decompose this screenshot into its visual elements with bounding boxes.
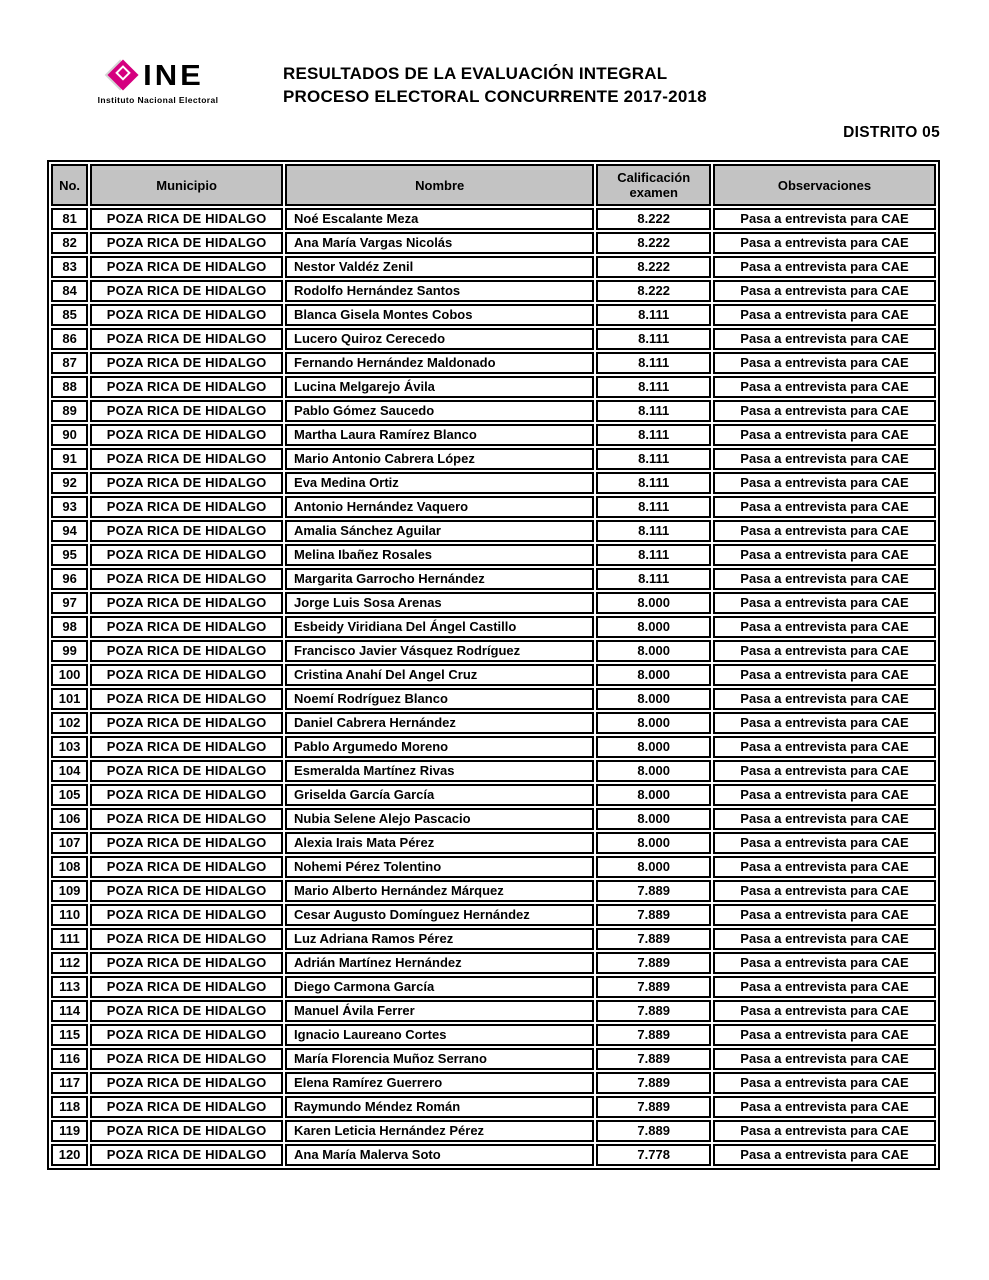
cell-nombre: Karen Leticia Hernández Pérez (285, 1120, 594, 1142)
cell-calificacion: 8.000 (596, 760, 711, 782)
cell-nombre: Rodolfo Hernández Santos (285, 280, 594, 302)
table-row (51, 424, 936, 446)
table-row (51, 280, 936, 302)
table-row (51, 832, 936, 854)
cell-municipio: POZA RICA DE HIDALGO (90, 352, 283, 374)
cell-observaciones: Pasa a entrevista para CAE (713, 808, 936, 830)
cell-no: 106 (51, 808, 88, 830)
cell-observaciones: Pasa a entrevista para CAE (713, 784, 936, 806)
cell-municipio: POZA RICA DE HIDALGO (90, 1144, 283, 1166)
cell-no: 83 (51, 256, 88, 278)
cell-nombre: Esmeralda Martínez Rivas (285, 760, 594, 782)
table-row (51, 568, 936, 590)
cell-nombre: Amalia Sánchez Aguilar (285, 520, 594, 542)
cell-observaciones: Pasa a entrevista para CAE (713, 664, 936, 686)
cell-municipio: POZA RICA DE HIDALGO (90, 544, 283, 566)
cell-municipio: POZA RICA DE HIDALGO (90, 976, 283, 998)
cell-observaciones: Pasa a entrevista para CAE (713, 304, 936, 326)
cell-municipio: POZA RICA DE HIDALGO (90, 784, 283, 806)
table-row (51, 304, 936, 326)
table-row (51, 448, 936, 470)
ine-brand-text: INE (143, 58, 204, 92)
cell-calificacion: 7.889 (596, 1120, 711, 1142)
cell-calificacion: 8.000 (596, 592, 711, 614)
cell-calificacion: 8.000 (596, 832, 711, 854)
cell-no: 119 (51, 1120, 88, 1142)
cell-observaciones: Pasa a entrevista para CAE (713, 1048, 936, 1070)
cell-no: 95 (51, 544, 88, 566)
cell-municipio: POZA RICA DE HIDALGO (90, 1000, 283, 1022)
cell-municipio: POZA RICA DE HIDALGO (90, 1120, 283, 1142)
cell-nombre: Esbeidy Viridiana Del Ángel Castillo (285, 616, 594, 638)
table-row (51, 904, 936, 926)
cell-municipio: POZA RICA DE HIDALGO (90, 688, 283, 710)
cell-calificacion: 8.111 (596, 400, 711, 422)
table-row (51, 256, 936, 278)
cell-nombre: Antonio Hernández Vaquero (285, 496, 594, 518)
table-row (51, 472, 936, 494)
cell-calificacion: 8.000 (596, 640, 711, 662)
cell-calificacion: 8.111 (596, 472, 711, 494)
cell-calificacion: 7.778 (596, 1144, 711, 1166)
cell-observaciones: Pasa a entrevista para CAE (713, 640, 936, 662)
table-header-row (51, 164, 936, 206)
cell-calificacion: 8.111 (596, 352, 711, 374)
cell-municipio: POZA RICA DE HIDALGO (90, 1048, 283, 1070)
cell-observaciones: Pasa a entrevista para CAE (713, 736, 936, 758)
table-row (51, 952, 936, 974)
cell-no: 109 (51, 880, 88, 902)
column-header-nombre: Nombre (285, 164, 594, 206)
table-row (51, 784, 936, 806)
cell-no: 116 (51, 1048, 88, 1070)
cell-no: 92 (51, 472, 88, 494)
cell-nombre: Diego Carmona García (285, 976, 594, 998)
ine-diamond-icon (108, 59, 139, 90)
cell-observaciones: Pasa a entrevista para CAE (713, 1096, 936, 1118)
cell-calificacion: 8.000 (596, 856, 711, 878)
cell-observaciones: Pasa a entrevista para CAE (713, 856, 936, 878)
table-row (51, 1000, 936, 1022)
table-row (51, 544, 936, 566)
cell-no: 117 (51, 1072, 88, 1094)
cell-calificacion: 7.889 (596, 904, 711, 926)
cell-municipio: POZA RICA DE HIDALGO (90, 592, 283, 614)
ine-logo-subtitle: Instituto Nacional Electoral (97, 95, 219, 105)
cell-observaciones: Pasa a entrevista para CAE (713, 520, 936, 542)
cell-nombre: Adrián Martínez Hernández (285, 952, 594, 974)
cell-municipio: POZA RICA DE HIDALGO (90, 1024, 283, 1046)
cell-no: 108 (51, 856, 88, 878)
cell-no: 107 (51, 832, 88, 854)
table-row (51, 1096, 936, 1118)
cell-observaciones: Pasa a entrevista para CAE (713, 568, 936, 590)
table-row (51, 352, 936, 374)
cell-observaciones: Pasa a entrevista para CAE (713, 1000, 936, 1022)
cell-no: 86 (51, 328, 88, 350)
cell-no: 89 (51, 400, 88, 422)
table-row (51, 1024, 936, 1046)
cell-municipio: POZA RICA DE HIDALGO (90, 1072, 283, 1094)
cell-calificacion: 8.000 (596, 616, 711, 638)
cell-no: 118 (51, 1096, 88, 1118)
table-row (51, 664, 936, 686)
cell-no: 85 (51, 304, 88, 326)
cell-municipio: POZA RICA DE HIDALGO (90, 928, 283, 950)
cell-calificacion: 8.111 (596, 496, 711, 518)
cell-observaciones: Pasa a entrevista para CAE (713, 424, 936, 446)
table-row (51, 232, 936, 254)
cell-municipio: POZA RICA DE HIDALGO (90, 664, 283, 686)
cell-calificacion: 8.222 (596, 280, 711, 302)
cell-nombre: Noemí Rodríguez Blanco (285, 688, 594, 710)
cell-nombre: Lucina Melgarejo Ávila (285, 376, 594, 398)
cell-nombre: Ana María Malerva Soto (285, 1144, 594, 1166)
table-row (51, 856, 936, 878)
cell-nombre: Martha Laura Ramírez Blanco (285, 424, 594, 446)
table-row (51, 760, 936, 782)
table-row (51, 376, 936, 398)
cell-nombre: Mario Alberto Hernández Márquez (285, 880, 594, 902)
cell-observaciones: Pasa a entrevista para CAE (713, 208, 936, 230)
cell-calificacion: 8.111 (596, 520, 711, 542)
cell-observaciones: Pasa a entrevista para CAE (713, 880, 936, 902)
cell-nombre: Jorge Luis Sosa Arenas (285, 592, 594, 614)
table-row (51, 496, 936, 518)
cell-nombre: Noé Escalante Meza (285, 208, 594, 230)
cell-calificacion: 8.111 (596, 376, 711, 398)
cell-calificacion: 8.111 (596, 448, 711, 470)
cell-municipio: POZA RICA DE HIDALGO (90, 520, 283, 542)
cell-municipio: POZA RICA DE HIDALGO (90, 256, 283, 278)
cell-municipio: POZA RICA DE HIDALGO (90, 904, 283, 926)
table-row (51, 1144, 936, 1166)
cell-municipio: POZA RICA DE HIDALGO (90, 712, 283, 734)
cell-observaciones: Pasa a entrevista para CAE (713, 448, 936, 470)
cell-no: 90 (51, 424, 88, 446)
cell-nombre: Lucero Quiroz Cerecedo (285, 328, 594, 350)
cell-calificacion: 8.222 (596, 208, 711, 230)
cell-observaciones: Pasa a entrevista para CAE (713, 280, 936, 302)
table-row (51, 400, 936, 422)
cell-nombre: Fernando Hernández Maldonado (285, 352, 594, 374)
cell-no: 87 (51, 352, 88, 374)
cell-nombre: Ana María Vargas Nicolás (285, 232, 594, 254)
cell-no: 93 (51, 496, 88, 518)
cell-no: 88 (51, 376, 88, 398)
cell-calificacion: 7.889 (596, 1024, 711, 1046)
cell-calificacion: 8.000 (596, 664, 711, 686)
column-header-no: No. (51, 164, 88, 206)
cell-calificacion: 7.889 (596, 976, 711, 998)
cell-municipio: POZA RICA DE HIDALGO (90, 616, 283, 638)
cell-no: 105 (51, 784, 88, 806)
cell-observaciones: Pasa a entrevista para CAE (713, 760, 936, 782)
cell-nombre: Pablo Gómez Saucedo (285, 400, 594, 422)
cell-no: 120 (51, 1144, 88, 1166)
cell-observaciones: Pasa a entrevista para CAE (713, 1072, 936, 1094)
cell-municipio: POZA RICA DE HIDALGO (90, 832, 283, 854)
cell-nombre: María Florencia Muñoz Serrano (285, 1048, 594, 1070)
cell-municipio: POZA RICA DE HIDALGO (90, 472, 283, 494)
cell-no: 98 (51, 616, 88, 638)
cell-calificacion: 7.889 (596, 880, 711, 902)
document-title (283, 62, 707, 108)
cell-calificacion: 8.222 (596, 232, 711, 254)
title-line-1: RESULTADOS DE LA EVALUACIÓN INTEGRAL (283, 64, 668, 83)
table-row (51, 976, 936, 998)
cell-nombre: Cesar Augusto Domínguez Hernández (285, 904, 594, 926)
cell-calificacion: 8.000 (596, 808, 711, 830)
cell-observaciones: Pasa a entrevista para CAE (713, 832, 936, 854)
cell-observaciones: Pasa a entrevista para CAE (713, 688, 936, 710)
table-row (51, 1120, 936, 1142)
cell-calificacion: 8.111 (596, 328, 711, 350)
cell-municipio: POZA RICA DE HIDALGO (90, 856, 283, 878)
cell-municipio: POZA RICA DE HIDALGO (90, 736, 283, 758)
table-body (51, 208, 936, 1166)
cell-nombre: Eva Medina Ortiz (285, 472, 594, 494)
table-row (51, 520, 936, 542)
table-row (51, 208, 936, 230)
cell-observaciones: Pasa a entrevista para CAE (713, 232, 936, 254)
cell-no: 99 (51, 640, 88, 662)
cell-calificacion: 7.889 (596, 1072, 711, 1094)
cell-no: 82 (51, 232, 88, 254)
cell-municipio: POZA RICA DE HIDALGO (90, 376, 283, 398)
cell-calificacion: 7.889 (596, 928, 711, 950)
cell-no: 100 (51, 664, 88, 686)
ine-logo (92, 58, 224, 105)
cell-nombre: Raymundo Méndez Román (285, 1096, 594, 1118)
cell-no: 114 (51, 1000, 88, 1022)
cell-municipio: POZA RICA DE HIDALGO (90, 496, 283, 518)
cell-calificacion: 8.111 (596, 424, 711, 446)
cell-calificacion: 8.000 (596, 784, 711, 806)
cell-calificacion: 8.111 (596, 568, 711, 590)
cell-municipio: POZA RICA DE HIDALGO (90, 232, 283, 254)
cell-municipio: POZA RICA DE HIDALGO (90, 880, 283, 902)
cell-no: 84 (51, 280, 88, 302)
cell-calificacion: 8.111 (596, 544, 711, 566)
ine-logo-row (92, 58, 224, 92)
cell-calificacion: 8.000 (596, 712, 711, 734)
table-row (51, 616, 936, 638)
cell-calificacion: 8.000 (596, 688, 711, 710)
cell-observaciones: Pasa a entrevista para CAE (713, 952, 936, 974)
cell-no: 96 (51, 568, 88, 590)
cell-calificacion: 8.222 (596, 256, 711, 278)
cell-nombre: Cristina Anahí Del Angel Cruz (285, 664, 594, 686)
cell-observaciones: Pasa a entrevista para CAE (713, 544, 936, 566)
cell-observaciones: Pasa a entrevista para CAE (713, 472, 936, 494)
cell-no: 94 (51, 520, 88, 542)
cell-observaciones: Pasa a entrevista para CAE (713, 616, 936, 638)
cell-observaciones: Pasa a entrevista para CAE (713, 1024, 936, 1046)
cell-observaciones: Pasa a entrevista para CAE (713, 592, 936, 614)
cell-municipio: POZA RICA DE HIDALGO (90, 304, 283, 326)
cell-municipio: POZA RICA DE HIDALGO (90, 448, 283, 470)
cell-nombre: Ignacio Laureano Cortes (285, 1024, 594, 1046)
cell-observaciones: Pasa a entrevista para CAE (713, 1144, 936, 1166)
cell-nombre: Nestor Valdéz Zenil (285, 256, 594, 278)
cell-calificacion: 7.889 (596, 952, 711, 974)
cell-observaciones: Pasa a entrevista para CAE (713, 928, 936, 950)
table-row (51, 736, 936, 758)
cell-calificacion: 8.111 (596, 304, 711, 326)
results-table (47, 160, 940, 1170)
cell-municipio: POZA RICA DE HIDALGO (90, 208, 283, 230)
cell-observaciones: Pasa a entrevista para CAE (713, 976, 936, 998)
cell-no: 111 (51, 928, 88, 950)
cell-municipio: POZA RICA DE HIDALGO (90, 280, 283, 302)
title-line-2: PROCESO ELECTORAL CONCURRENTE 2017-2018 (283, 87, 707, 106)
cell-nombre: Elena Ramírez Guerrero (285, 1072, 594, 1094)
cell-municipio: POZA RICA DE HIDALGO (90, 760, 283, 782)
cell-observaciones: Pasa a entrevista para CAE (713, 376, 936, 398)
cell-municipio: POZA RICA DE HIDALGO (90, 424, 283, 446)
cell-nombre: Griselda García García (285, 784, 594, 806)
table-row (51, 1072, 936, 1094)
cell-nombre: Margarita Garrocho Hernández (285, 568, 594, 590)
table-row (51, 688, 936, 710)
cell-observaciones: Pasa a entrevista para CAE (713, 400, 936, 422)
table-row (51, 328, 936, 350)
column-header-municipio: Municipio (90, 164, 283, 206)
cell-no: 91 (51, 448, 88, 470)
cell-no: 102 (51, 712, 88, 734)
cell-nombre: Manuel Ávila Ferrer (285, 1000, 594, 1022)
cell-no: 103 (51, 736, 88, 758)
cell-no: 101 (51, 688, 88, 710)
cell-calificacion: 7.889 (596, 1000, 711, 1022)
table-row (51, 808, 936, 830)
table-row (51, 1048, 936, 1070)
cell-municipio: POZA RICA DE HIDALGO (90, 1096, 283, 1118)
table-row (51, 592, 936, 614)
cell-municipio: POZA RICA DE HIDALGO (90, 400, 283, 422)
cell-nombre: Francisco Javier Vásquez Rodríguez (285, 640, 594, 662)
cell-observaciones: Pasa a entrevista para CAE (713, 352, 936, 374)
cell-calificacion: 7.889 (596, 1096, 711, 1118)
cell-nombre: Daniel Cabrera Hernández (285, 712, 594, 734)
cell-calificacion: 7.889 (596, 1048, 711, 1070)
cell-no: 115 (51, 1024, 88, 1046)
cell-observaciones: Pasa a entrevista para CAE (713, 328, 936, 350)
district-label: DISTRITO 05 (843, 124, 940, 141)
cell-observaciones: Pasa a entrevista para CAE (713, 1120, 936, 1142)
cell-nombre: Nohemi Pérez Tolentino (285, 856, 594, 878)
cell-no: 104 (51, 760, 88, 782)
column-header-calificacion: Calificación examen (596, 164, 711, 206)
cell-nombre: Mario Antonio Cabrera López (285, 448, 594, 470)
cell-observaciones: Pasa a entrevista para CAE (713, 904, 936, 926)
cell-nombre: Pablo Argumedo Moreno (285, 736, 594, 758)
cell-no: 112 (51, 952, 88, 974)
cell-municipio: POZA RICA DE HIDALGO (90, 640, 283, 662)
cell-nombre: Luz Adriana Ramos Pérez (285, 928, 594, 950)
table-row (51, 880, 936, 902)
cell-calificacion: 8.000 (596, 736, 711, 758)
cell-municipio: POZA RICA DE HIDALGO (90, 328, 283, 350)
cell-no: 81 (51, 208, 88, 230)
cell-municipio: POZA RICA DE HIDALGO (90, 808, 283, 830)
cell-nombre: Alexia Irais Mata Pérez (285, 832, 594, 854)
cell-no: 97 (51, 592, 88, 614)
cell-observaciones: Pasa a entrevista para CAE (713, 496, 936, 518)
cell-observaciones: Pasa a entrevista para CAE (713, 256, 936, 278)
table-row (51, 712, 936, 734)
cell-observaciones: Pasa a entrevista para CAE (713, 712, 936, 734)
cell-municipio: POZA RICA DE HIDALGO (90, 568, 283, 590)
column-header-observaciones: Observaciones (713, 164, 936, 206)
cell-municipio: POZA RICA DE HIDALGO (90, 952, 283, 974)
cell-nombre: Nubia Selene Alejo Pascacio (285, 808, 594, 830)
table-row (51, 640, 936, 662)
cell-nombre: Melina Ibañez Rosales (285, 544, 594, 566)
cell-no: 110 (51, 904, 88, 926)
table-row (51, 928, 936, 950)
cell-nombre: Blanca Gisela Montes Cobos (285, 304, 594, 326)
cell-no: 113 (51, 976, 88, 998)
